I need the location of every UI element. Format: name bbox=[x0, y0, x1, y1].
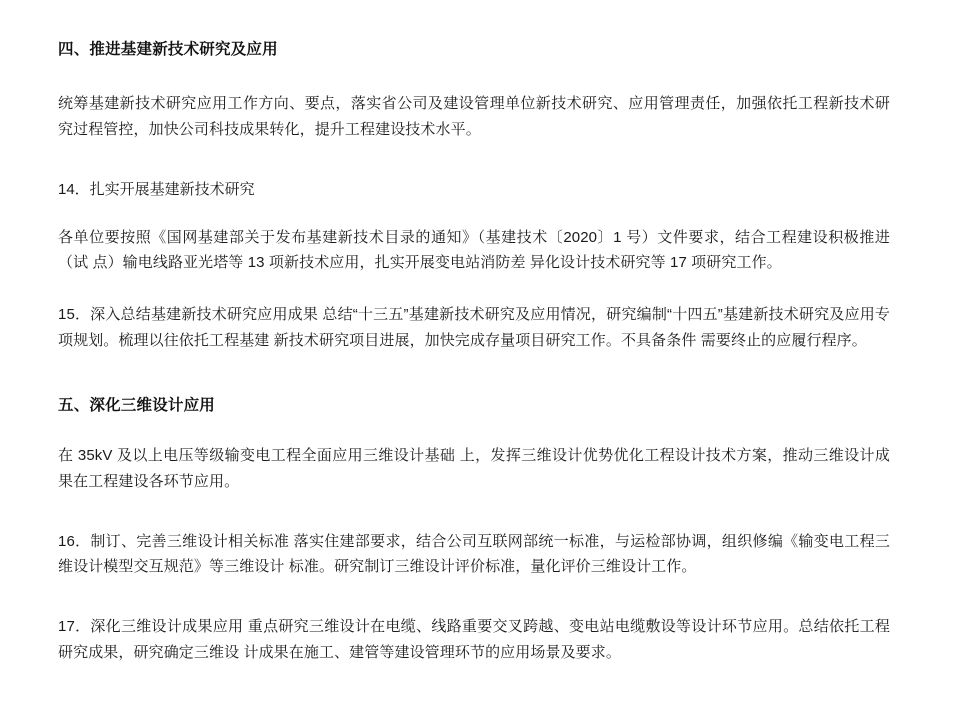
section-heading-four: 四、推进基建新技术研究及应用 bbox=[58, 41, 278, 58]
document-body bbox=[58, 38, 890, 666]
item-14-body: 各单位要按照《国网基建部关于发布基建新技术目录的通知》（基建技术〔2020〕1 号）文件要求，结合工程建设积极推进（试 点）输电线路亚光塔等 13 项新技术应用，扎实开展变电站消防差 异化设计技术研究等 17 项研究工作。 bbox=[58, 228, 890, 272]
spacer bbox=[58, 276, 890, 302]
spacer bbox=[58, 143, 890, 177]
section-heading-five: 五、深化三维设计应用 bbox=[58, 396, 216, 414]
section-four-intro: 统筹基建新技术研究应用工作方向、要点，落实省公司及建设管理单位新技术研究、应用管理责任，加强依托工程新技术研 究过程管控，加快公司科技成果转化，提升工程建设技术水平。 bbox=[58, 95, 890, 139]
spacer bbox=[58, 580, 890, 614]
spacer bbox=[58, 203, 890, 225]
item-14-title: 14．扎实开展基建新技术研究 bbox=[58, 180, 255, 198]
section-five-intro: 在 35kV 及以上电压等级输变电工程全面应用三维设计基础 上，发挥三维设计优势优化工程设计技术方案，推动三维设计成 果在工程建设各环节应用。 bbox=[58, 447, 890, 490]
spacer bbox=[58, 417, 890, 443]
spacer bbox=[58, 61, 890, 91]
item-16-body: 16．制订、完善三维设计相关标准 落实住建部要求，结合公司互联网部统一标准，与运检部协调，组织修编《输变电工程三维设计模型交互规范》等三维设计 标准。研究制订三维设计评价标准，量化评价三维设计工作。 bbox=[58, 532, 890, 576]
item-15-body: 15．深入总结基建新技术研究应用成果 总结“十三五”基建新技术研究及应用情况，研究编制“十四五”基建新技术研究及应用专项规划。梳理以往依托工程基建 新技术研究项目进展，加快完成存量项目研究工作。不具备条件 需要终止的应履行程序。 bbox=[58, 306, 890, 350]
item-17-body: 17．深化三维设计成果应用 重点研究三维设计在电缆、线路重要交叉跨越、变电站电缆敷设等设计环节应用。总结依托工程研究成果，研究确定三维设 计成果在施工、建管等建设管理环节的应用场景及要求。 bbox=[58, 618, 890, 662]
spacer bbox=[58, 495, 890, 529]
spacer bbox=[58, 354, 890, 394]
